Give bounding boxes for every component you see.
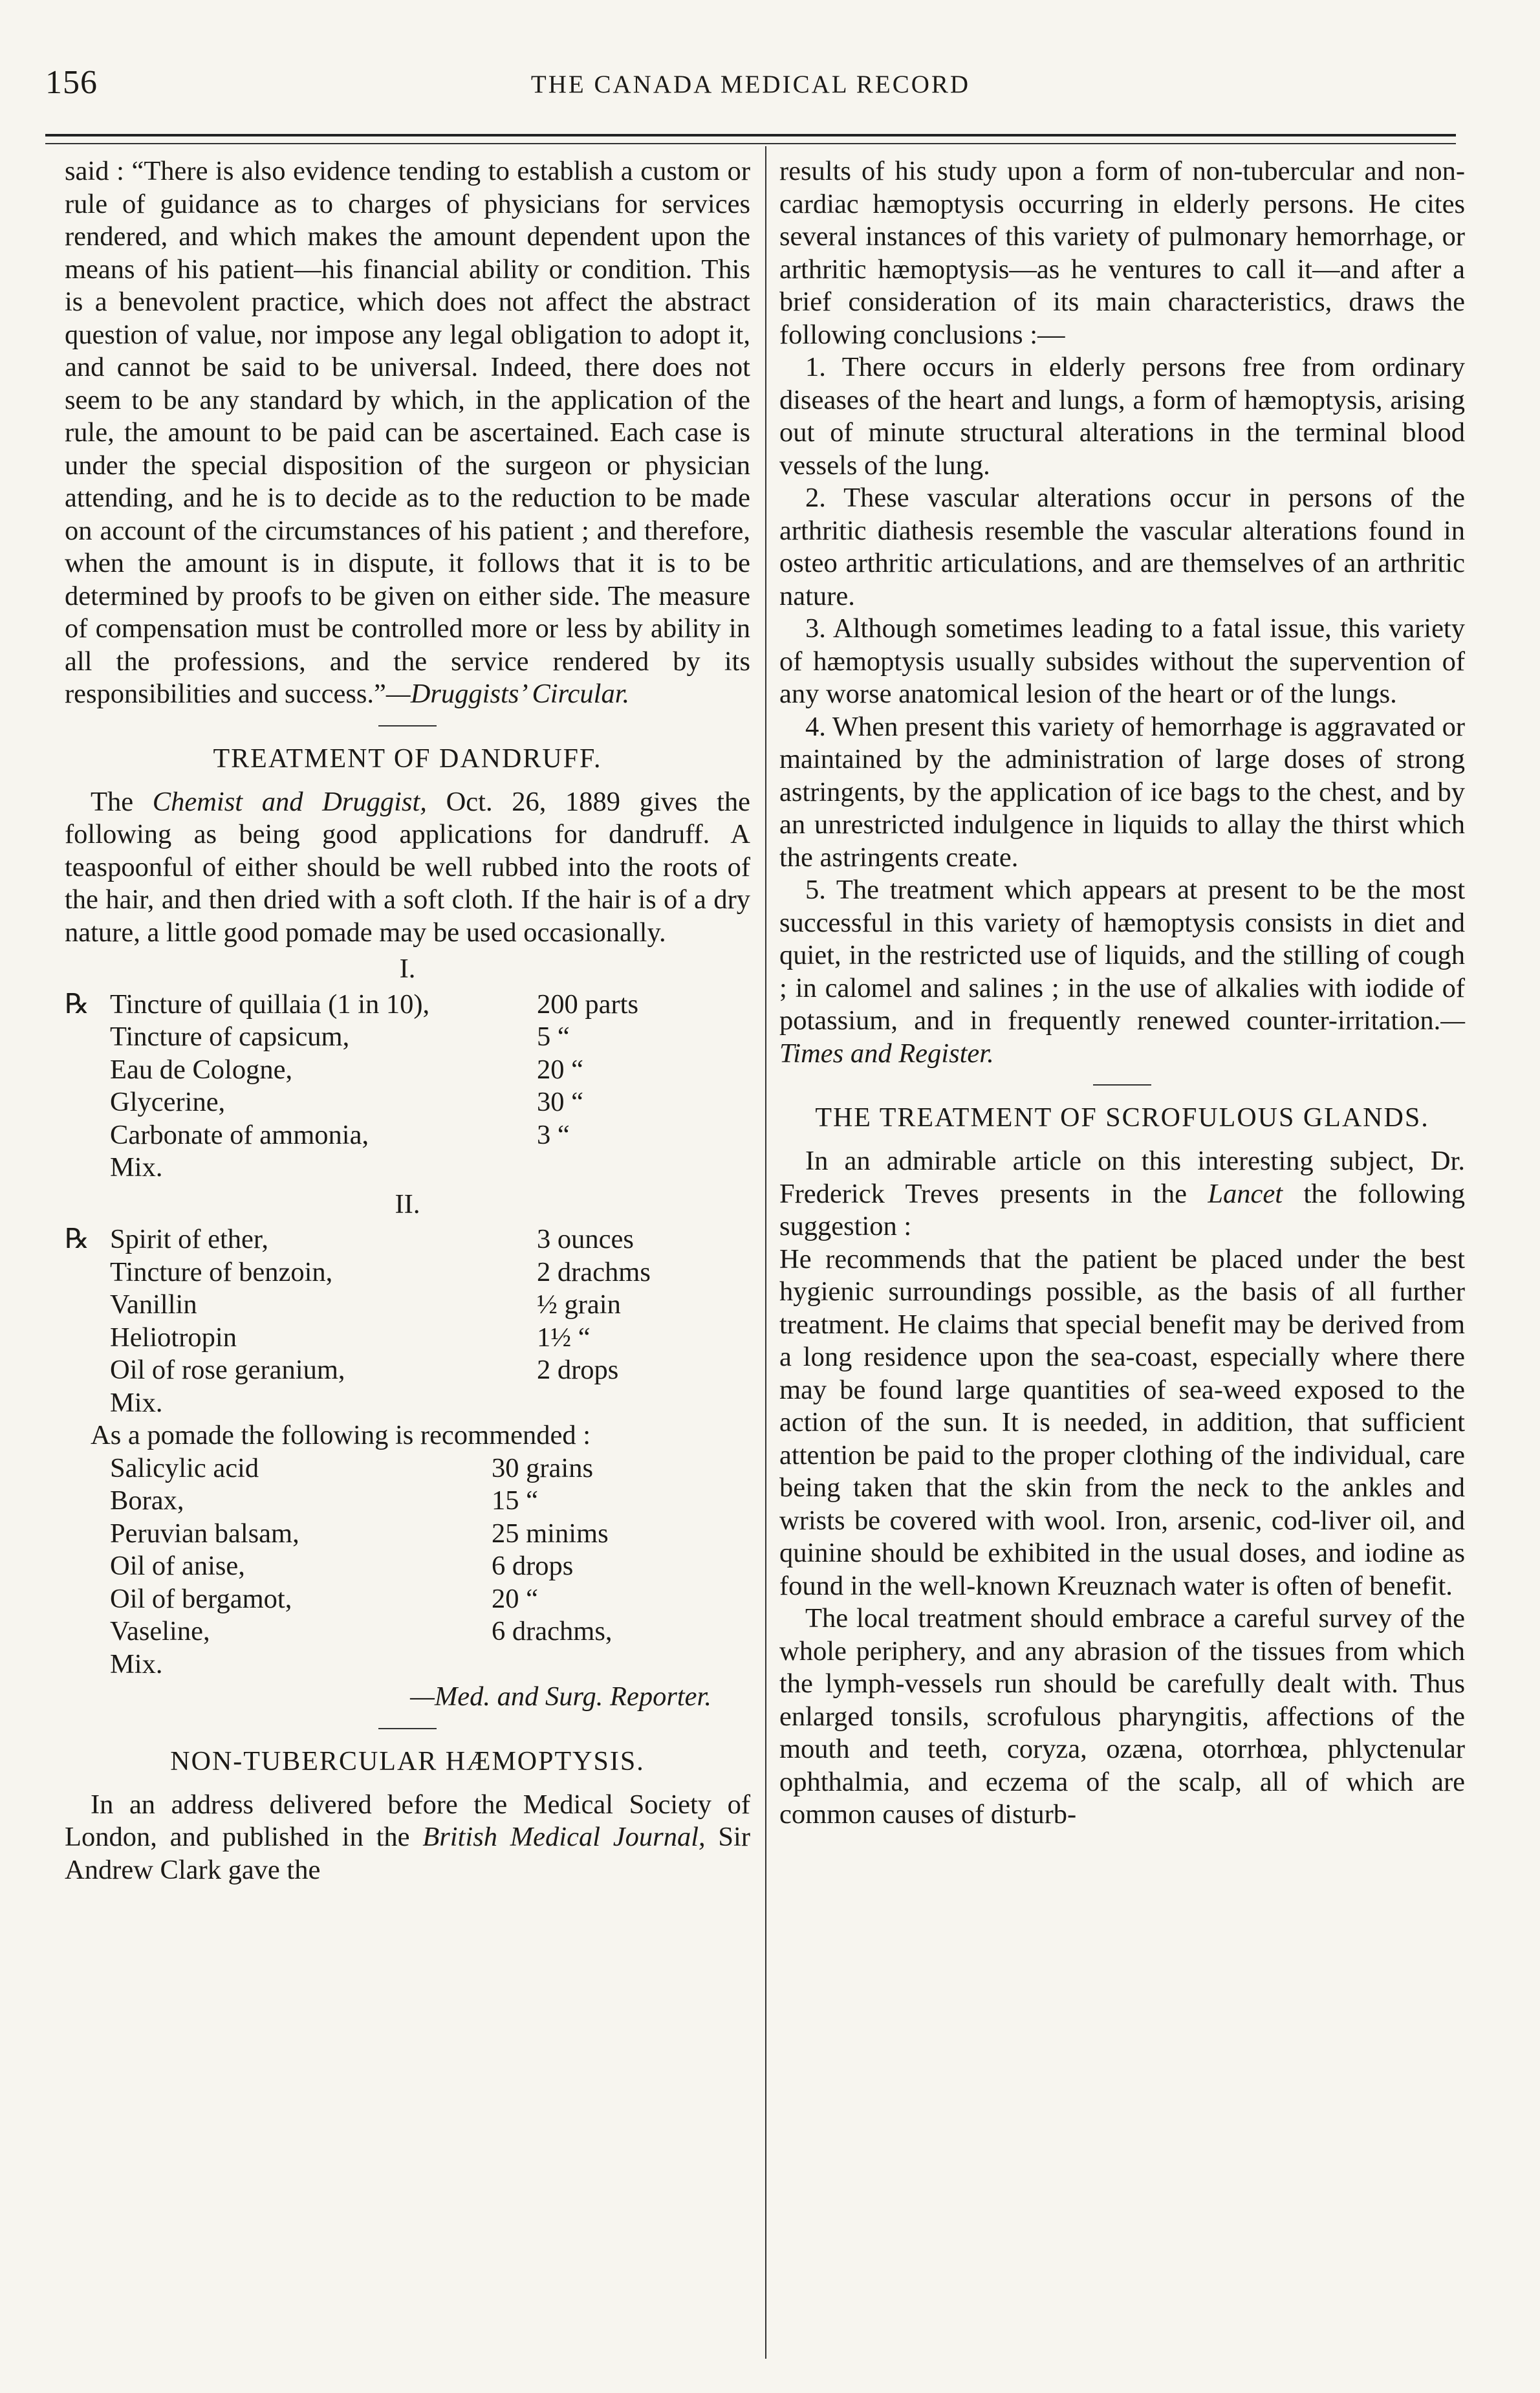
recipe-1-mix: Mix. xyxy=(110,1152,163,1183)
ingredient-quantity: 2 drops xyxy=(537,1355,619,1385)
prescription-symbol xyxy=(65,1322,110,1355)
recipe-row xyxy=(65,1485,750,1518)
scrofulous-intro-source: Lancet xyxy=(1208,1178,1283,1209)
conclusion-5-text: 5. The treatment which appears at present to be the most successful in this variety of hæmoptysis consists in diet and quiet, in the restricted use of liquids, and the stilling of cough ; in calomel and salines ; in the use of alkalies with iodide of potassium, and in frequently renewed counter-irritation. xyxy=(779,875,1465,1036)
ingredient-quantity: 1½ “ xyxy=(537,1322,591,1353)
recipe-row xyxy=(65,1452,750,1485)
page-number: 156 xyxy=(45,64,98,101)
haemoptysis-intro-pre: In an address delivered before the Medical Society of London, and published in the xyxy=(65,1789,750,1852)
dandruff-intro-post: Oct. 26, 1889 gives the following as being good applications for dandruff. A teaspoonful of either should be well rubbed into the roots of the hair, and then dried with a soft cloth. If the hair is of a dry nature, a little good pomade may be used occasionally. xyxy=(65,786,750,948)
conclusion-item: 1. There occurs in elderly persons free from ordinary diseases of the heart and lungs, a form of hæmoptysis, arising out of minute structural alterations in the terminal blood vessels of the lung. xyxy=(779,352,1465,481)
ingredient-quantity: 20 “ xyxy=(492,1583,538,1614)
dandruff-attribution: —Med. and Surg. Reporter. xyxy=(410,1681,711,1712)
section-separator xyxy=(1093,1084,1151,1086)
recipe-row xyxy=(65,1354,750,1387)
left-column xyxy=(65,155,750,1886)
recipe-row xyxy=(65,1119,750,1152)
ingredient-name: Tincture of benzoin, xyxy=(110,1256,333,1287)
scrofulous-paragraph-2: The local treatment should embrace a careful survey of the whole periphery, and any abrasion of the tissues from which the lymph-vessels run should be carefully dealt with. Thus enlarged tonsils, scrofulous pharyngitis, affections of the mouth and teeth, coryza, ozæna, otorrhœa, phlyctenular ophthalmia, and eczema of the scalp, all of which are common causes of disturb- xyxy=(779,1603,1465,1830)
ingredient-quantity: 30 grains xyxy=(492,1452,593,1483)
ingredient-quantity: ½ grain xyxy=(537,1289,621,1320)
journal-title: THE CANADA MEDICAL RECORD xyxy=(530,71,971,98)
haemoptysis-attribution: —Times and Register. xyxy=(779,1005,1465,1069)
ingredient-name: Tincture of quillaia (1 in 10), xyxy=(110,989,430,1020)
ingredient-quantity: 30 “ xyxy=(537,1087,583,1117)
ingredient-name: Glycerine, xyxy=(110,1087,226,1117)
haemoptysis-intro-source: British Medical Journal, xyxy=(422,1822,706,1852)
pomade-intro: As a pomade the following is recommended : xyxy=(91,1420,591,1450)
dandruff-title: TREATMENT OF DANDRUFF. xyxy=(213,743,602,774)
conclusion-item: 3. Although sometimes leading to a fatal issue, this variety of hæmoptysis usually subsides without the supervention of any worse anatomical lesion of the heart or of the lungs. xyxy=(779,613,1465,709)
pomade-mix: Mix. xyxy=(110,1648,163,1679)
pomade-recipe xyxy=(65,1452,750,1648)
recipe-row xyxy=(65,1583,750,1616)
ingredient-quantity: 25 minims xyxy=(492,1518,609,1549)
scrofulous-intro xyxy=(779,1145,1465,1243)
ingredient-name: Spirit of ether, xyxy=(110,1224,268,1254)
recipe-row xyxy=(65,1054,750,1087)
dandruff-intro xyxy=(65,786,750,950)
ingredient-name: Oil of rose geranium, xyxy=(110,1355,345,1385)
continuation-paragraph xyxy=(65,155,750,711)
recipe-1 xyxy=(65,989,750,1152)
page-header xyxy=(45,63,1456,109)
recipe-row xyxy=(65,1021,750,1054)
ingredient-quantity: 20 “ xyxy=(537,1054,583,1085)
recipe-2-mix: Mix. xyxy=(110,1387,163,1418)
haemoptysis-continued: results of his study upon a form of non-tubercular and non-cardiac hæmoptysis occurring in elderly persons. He cites several instances of this variety of pulmonary hemorrhage, or arthritic hæmoptysis—as he ventures to call it—and after a brief consideration of its main characteristics, draws the following conclusions :— xyxy=(779,156,1465,350)
recipe-row xyxy=(65,1518,750,1551)
prescription-symbol: ℞ xyxy=(65,1224,90,1254)
prescription-symbol xyxy=(65,1289,110,1322)
recipe-row xyxy=(65,1223,750,1256)
ingredient-quantity: 2 drachms xyxy=(537,1256,651,1287)
ingredient-quantity: 200 parts xyxy=(537,989,638,1020)
recipe-row xyxy=(65,1086,750,1119)
scrofulous-title: THE TREATMENT OF SCROFULOUS GLANDS. xyxy=(815,1103,1429,1133)
conclusion-item: 4. When present this variety of hemorrhage is aggravated or maintained by the administration of large doses of strong astringents, by the application of ice bags to the chest, and by an unrestricted indulgence in liquids to allay the thirst which the astringents create. xyxy=(779,711,1465,873)
recipe-row xyxy=(65,1550,750,1583)
recipe-2 xyxy=(65,1223,750,1387)
ingredient-name: Vanillin xyxy=(110,1289,197,1320)
haemoptysis-intro-post: Sir Andrew Clark gave the xyxy=(65,1822,751,1885)
scrofulous-intro-post: the following suggestion : xyxy=(779,1178,1465,1241)
ingredient-name: Vaseline, xyxy=(110,1616,210,1646)
section-separator xyxy=(378,1728,437,1729)
ingredient-quantity: 15 “ xyxy=(492,1485,538,1516)
dandruff-intro-pre: The xyxy=(91,786,153,817)
ingredient-name: Peruvian balsam, xyxy=(110,1518,299,1549)
recipe-row xyxy=(65,1322,750,1355)
ingredient-quantity: 5 “ xyxy=(537,1022,570,1052)
ingredient-quantity: 3 ounces xyxy=(537,1224,634,1254)
ingredient-name: Carbonate of ammonia, xyxy=(110,1119,369,1150)
continuation-attribution: —Druggists’ Circular. xyxy=(385,679,630,709)
prescription-symbol xyxy=(65,1054,110,1087)
ingredient-name: Salicylic acid xyxy=(110,1452,259,1483)
recipe-row xyxy=(65,989,750,1022)
ingredient-name: Oil of anise, xyxy=(110,1551,245,1581)
scrofulous-intro-text: In an admirable article on this interesting subject, Dr. Frederick Treves presents in the xyxy=(779,1146,1465,1209)
ingredient-quantity: 6 drachms, xyxy=(492,1616,613,1646)
dandruff-intro-source: Chemist and Druggist, xyxy=(152,786,427,817)
prescription-symbol xyxy=(65,1119,110,1152)
ingredient-quantity: 3 “ xyxy=(537,1119,570,1150)
prescription-symbol xyxy=(65,1354,110,1387)
ingredient-name: Tincture of capsicum, xyxy=(110,1022,350,1052)
recipe-2-label: II. xyxy=(395,1188,420,1219)
recipe-row xyxy=(65,1256,750,1289)
recipe-1-label: I. xyxy=(399,954,416,984)
haemoptysis-title: NON-TUBERCULAR HÆMOPTYSIS. xyxy=(170,1746,645,1776)
section-separator xyxy=(378,725,437,727)
prescription-symbol: ℞ xyxy=(65,989,90,1020)
ingredient-quantity: 6 drops xyxy=(492,1551,574,1581)
haemoptysis-intro xyxy=(65,1789,750,1887)
ingredient-name: Heliotropin xyxy=(110,1322,237,1353)
header-rule xyxy=(45,134,1456,137)
ingredient-name: Borax, xyxy=(110,1485,184,1516)
prescription-symbol xyxy=(65,1021,110,1054)
recipe-row xyxy=(65,1289,750,1322)
conclusion-item xyxy=(779,874,1465,1070)
continuation-text: said : “There is also evidence tending to establish a custom or rule of guidance as to charges of physicians for services rendered, and which makes the amount dependent upon the means of his patient—his financial ability or condition. This is a benevolent practice, which does not affect the abstract question of value, nor impose any legal obligation to adopt it, and cannot be said to be universal. Indeed, there does not seem to be any standard by which, in the application of the rule, the amount to be paid can be ascertained. Each case is under the special disposition of the surgeon or physician attending, and he is to decide as to the reduction to be made on account of the circumstances of his patient ; and therefore, when the amount is in dispute, it follows that it is to be determined by proofs to be given on either side. The measure of compensation must be controlled more or less by ability in all the professions, and the service rendered by its responsibilities and success.” xyxy=(65,156,750,709)
column-divider xyxy=(765,146,766,2359)
right-column xyxy=(779,155,1465,1831)
prescription-symbol xyxy=(65,1086,110,1119)
conclusion-item: 2. These vascular alterations occur in persons of the arthritic diathesis resemble the vascular alterations found in osteo arthritic articulations, and are themselves of an arthritic nature. xyxy=(779,483,1465,611)
scrofulous-paragraph-1: He recommends that the patient be placed under the best hygienic surroundings possible, as the basis of all further treatment. He claims that special benefit may be derived from a long residence upon the sea-coast, especially where there may be found large quantities of sea-weed exposed to the action of the sun. It is needed, in addition, that sufficient attention be paid to the proper clothing of the individual, care being taken that the skin from the neck to the ankles and wrists be covered with wool. Iron, arsenic, cod-liver oil, and quinine should be exhibited in the usual doses, and iodine as found in the well-known Kreuznach water is often of benefit. xyxy=(779,1243,1465,1601)
header-rule-thin xyxy=(45,143,1456,144)
recipe-row xyxy=(65,1615,750,1648)
ingredient-name: Oil of bergamot, xyxy=(110,1583,292,1614)
prescription-symbol xyxy=(65,1256,110,1289)
ingredient-name: Eau de Cologne, xyxy=(110,1054,293,1085)
